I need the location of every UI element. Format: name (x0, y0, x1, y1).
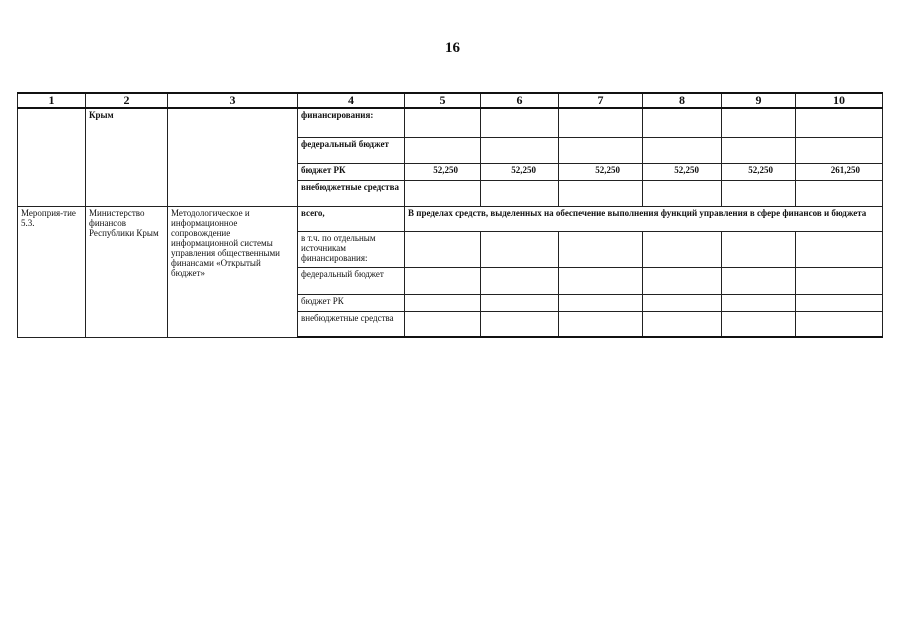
value-cell (481, 137, 559, 163)
value-cell (405, 108, 481, 137)
value-cell (559, 108, 643, 137)
value-cell (643, 108, 722, 137)
description-cell: Методологическое и информационное сопровождение информационной системы управления общественными финансами «Открытый бюджет» (168, 206, 298, 337)
value-cell (796, 294, 883, 311)
column-header: 8 (643, 93, 722, 108)
value-cell (643, 267, 722, 294)
value-cell (722, 180, 796, 206)
value-cell (722, 231, 796, 267)
column-header: 10 (796, 93, 883, 108)
source-label: в т.ч. по отдельным источникам финансирования: (298, 231, 405, 267)
column-header: 9 (722, 93, 796, 108)
value-cell (405, 311, 481, 337)
source-label: финансирования: (298, 108, 405, 137)
value-cell (722, 311, 796, 337)
executor-cell: Крым (86, 108, 168, 206)
column-header: 2 (86, 93, 168, 108)
source-label: федеральный бюджет (298, 137, 405, 163)
value-cell (796, 137, 883, 163)
value-cell: 52,250 (405, 163, 481, 180)
value-cell (559, 137, 643, 163)
value-cell (796, 108, 883, 137)
value-cell (722, 294, 796, 311)
value-cell (722, 267, 796, 294)
value-cell (481, 267, 559, 294)
table-row (18, 206, 883, 231)
value-cell: 52,250 (643, 163, 722, 180)
value-cell (481, 311, 559, 337)
column-header: 7 (559, 93, 643, 108)
value-cell (481, 180, 559, 206)
value-cell (796, 231, 883, 267)
column-header: 6 (481, 93, 559, 108)
source-label: внебюджетные средства (298, 311, 405, 337)
source-label: внебюджетные средства (298, 180, 405, 206)
value-cell (559, 311, 643, 337)
value-cell (481, 108, 559, 137)
activity-cell: Мероприя-тие 5.3. (18, 206, 86, 337)
executor-cell: Министерство финансов Республики Крым (86, 206, 168, 337)
value-cell (405, 231, 481, 267)
source-label: бюджет РК (298, 294, 405, 311)
column-header: 4 (298, 93, 405, 108)
activity-cell (18, 108, 86, 206)
source-label: федеральный бюджет (298, 267, 405, 294)
value-cell: 52,250 (559, 163, 643, 180)
value-cell (405, 137, 481, 163)
value-cell (643, 231, 722, 267)
value-cell (559, 231, 643, 267)
value-cell (481, 294, 559, 311)
column-header: 3 (168, 93, 298, 108)
value-cell (559, 294, 643, 311)
source-label: всего, (298, 206, 405, 231)
column-header: 1 (18, 93, 86, 108)
funding-note: В пределах средств, выделенных на обеспечение выполнения функций управления в сфере финансов и бюджета (405, 206, 883, 231)
value-cell (405, 267, 481, 294)
description-cell (168, 108, 298, 206)
value-cell (559, 267, 643, 294)
value-cell: 52,250 (481, 163, 559, 180)
value-cell (405, 294, 481, 311)
budget-table (17, 92, 883, 338)
page-number: 16 (445, 40, 460, 56)
column-header: 5 (405, 93, 481, 108)
header-row (18, 93, 883, 108)
value-cell: 261,250 (796, 163, 883, 180)
value-cell (481, 231, 559, 267)
value-cell (796, 267, 883, 294)
value-cell (722, 108, 796, 137)
value-cell (643, 294, 722, 311)
value-cell (405, 180, 481, 206)
value-cell (796, 180, 883, 206)
value-cell (722, 137, 796, 163)
value-cell (643, 180, 722, 206)
value-cell (643, 137, 722, 163)
source-label: бюджет РК (298, 163, 405, 180)
value-cell (796, 311, 883, 337)
value-cell: 52,250 (722, 163, 796, 180)
value-cell (559, 180, 643, 206)
table-row (18, 108, 883, 137)
value-cell (643, 311, 722, 337)
